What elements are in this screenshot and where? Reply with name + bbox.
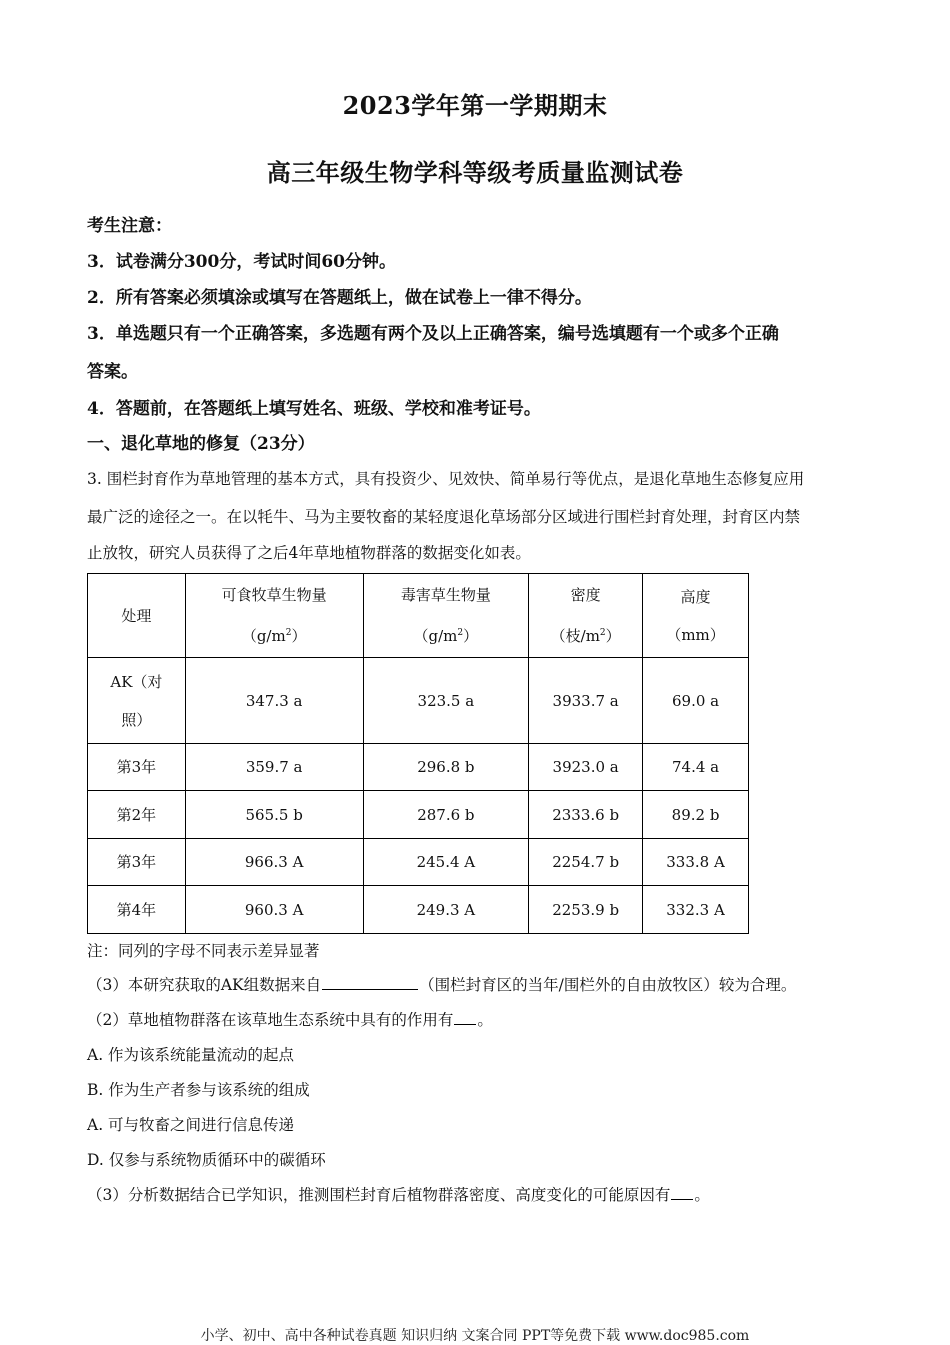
header-cell: 毒害草生物量 $(g/m^2)$ [363,574,529,658]
option-d: D. 仅参与系统物质循环中的碳循环 [87,1151,326,1169]
intro-line-1: 3. 围栏封育作为草地管理的基本方式，具有投资少、见效快、简单易行等优点，是退化草地生态修复应用 [87,470,805,488]
row-label: 第3年 [88,839,186,886]
header-cell: 密度 （枝$/m^2$） [529,574,643,658]
question-2: （2）草地植物群落在该草地生态系统中具有的作用有 。 [87,1011,493,1029]
table-cell: 245.4 A [363,839,529,886]
notice-item-3-line2: 答案。 [87,362,138,382]
table-cell: 2333.6 b [529,791,643,839]
option-a: A. 作为该系统能量流动的起点 [87,1046,295,1064]
table-cell: 359.7 a [185,744,363,791]
table-row [88,886,749,934]
intro-line-3: 止放牧，研究人员获得了之后4年草地植物群落的数据变化如表。 [87,544,531,562]
table-cell: 296.8 b [363,744,529,791]
notice-item-3-line1: 3．单选题只有一个正确答案，多选题有两个及以上正确答案，编号选填题有一个或多个正确 [87,324,779,344]
table-row [88,658,749,744]
table-cell: 966.3 A [185,839,363,886]
table-cell: 2253.9 b [529,886,643,934]
table-cell: 960.3 A [185,886,363,934]
table-row [88,839,749,886]
option-c: A. 可与牧畜之间进行信息传递 [87,1116,295,1134]
answer-blank[interactable] [454,1010,476,1025]
question-3: （3）分析数据结合已学知识，推测围栏封育后植物群落密度、高度变化的可能原因有 。 [87,1186,710,1204]
question-1: （3）本研究获取的AK组数据来自 （围栏封育区的当年/围栏外的自由放牧区）较为合理。 [87,976,797,994]
table-note: 注：同列的字母不同表示差异显著 [87,942,320,960]
answer-blank[interactable] [322,975,418,990]
table-cell: 3933.7 a [529,658,643,744]
table-header-row [88,574,749,658]
table-cell: 332.3 A [643,886,749,934]
intro-line-2: 最广泛的途径之一。在以牦牛、马为主要牧畜的某轻度退化草场部分区域进行围栏封育处理，封育区内禁 [87,508,801,526]
row-label: 第2年 [88,791,186,839]
table-cell: 249.3 A [363,886,529,934]
table-cell: 89.2 b [643,791,749,839]
row-label: AK（对 照） [88,658,186,744]
row-label: 第4年 [88,886,186,934]
table-row [88,744,749,791]
table-cell: 69.0 a [643,658,749,744]
table-cell: 3923.0 a [529,744,643,791]
data-table [87,573,749,934]
header-cell: 高度 （mm） [643,574,749,658]
section-heading: 一、退化草地的修复（23分） [87,434,315,454]
table-cell: 323.5 a [363,658,529,744]
table-cell: 2254.7 b [529,839,643,886]
table-cell: 287.6 b [363,791,529,839]
table-cell: 333.8 A [643,839,749,886]
row-label: 第3年 [88,744,186,791]
header-cell: 可食牧草生物量 $(g/m^2)$ [185,574,363,658]
page-footer: 小学、初中、高中各种试卷真题 知识归纳 文案合同 PPT等免费下载 www.doc985.com [200,1328,750,1344]
table-row [88,791,749,839]
option-b: B. 作为生产者参与该系统的组成 [87,1081,310,1099]
exam-subtitle: 高三年级生物学科等级考质量监测试卷 [266,158,684,187]
answer-blank[interactable] [671,1185,693,1200]
notice-heading: 考生注意： [87,216,172,236]
table-cell: 74.4 a [643,744,749,791]
notice-item-2: 2．所有答案必须填涂或填写在答题纸上，做在试卷上一律不得分。 [87,288,592,308]
table-cell: 565.5 b [185,791,363,839]
table-cell: 347.3 a [185,658,363,744]
notice-item-1: 3．试卷满分300分，考试时间60分钟。 [87,252,396,272]
header-cell: 处理 [88,574,186,658]
notice-item-4: 4．答题前，在答题纸上填写姓名、班级、学校和准考证号。 [87,399,541,419]
exam-title: 2023学年第一学期期末 [342,91,608,120]
